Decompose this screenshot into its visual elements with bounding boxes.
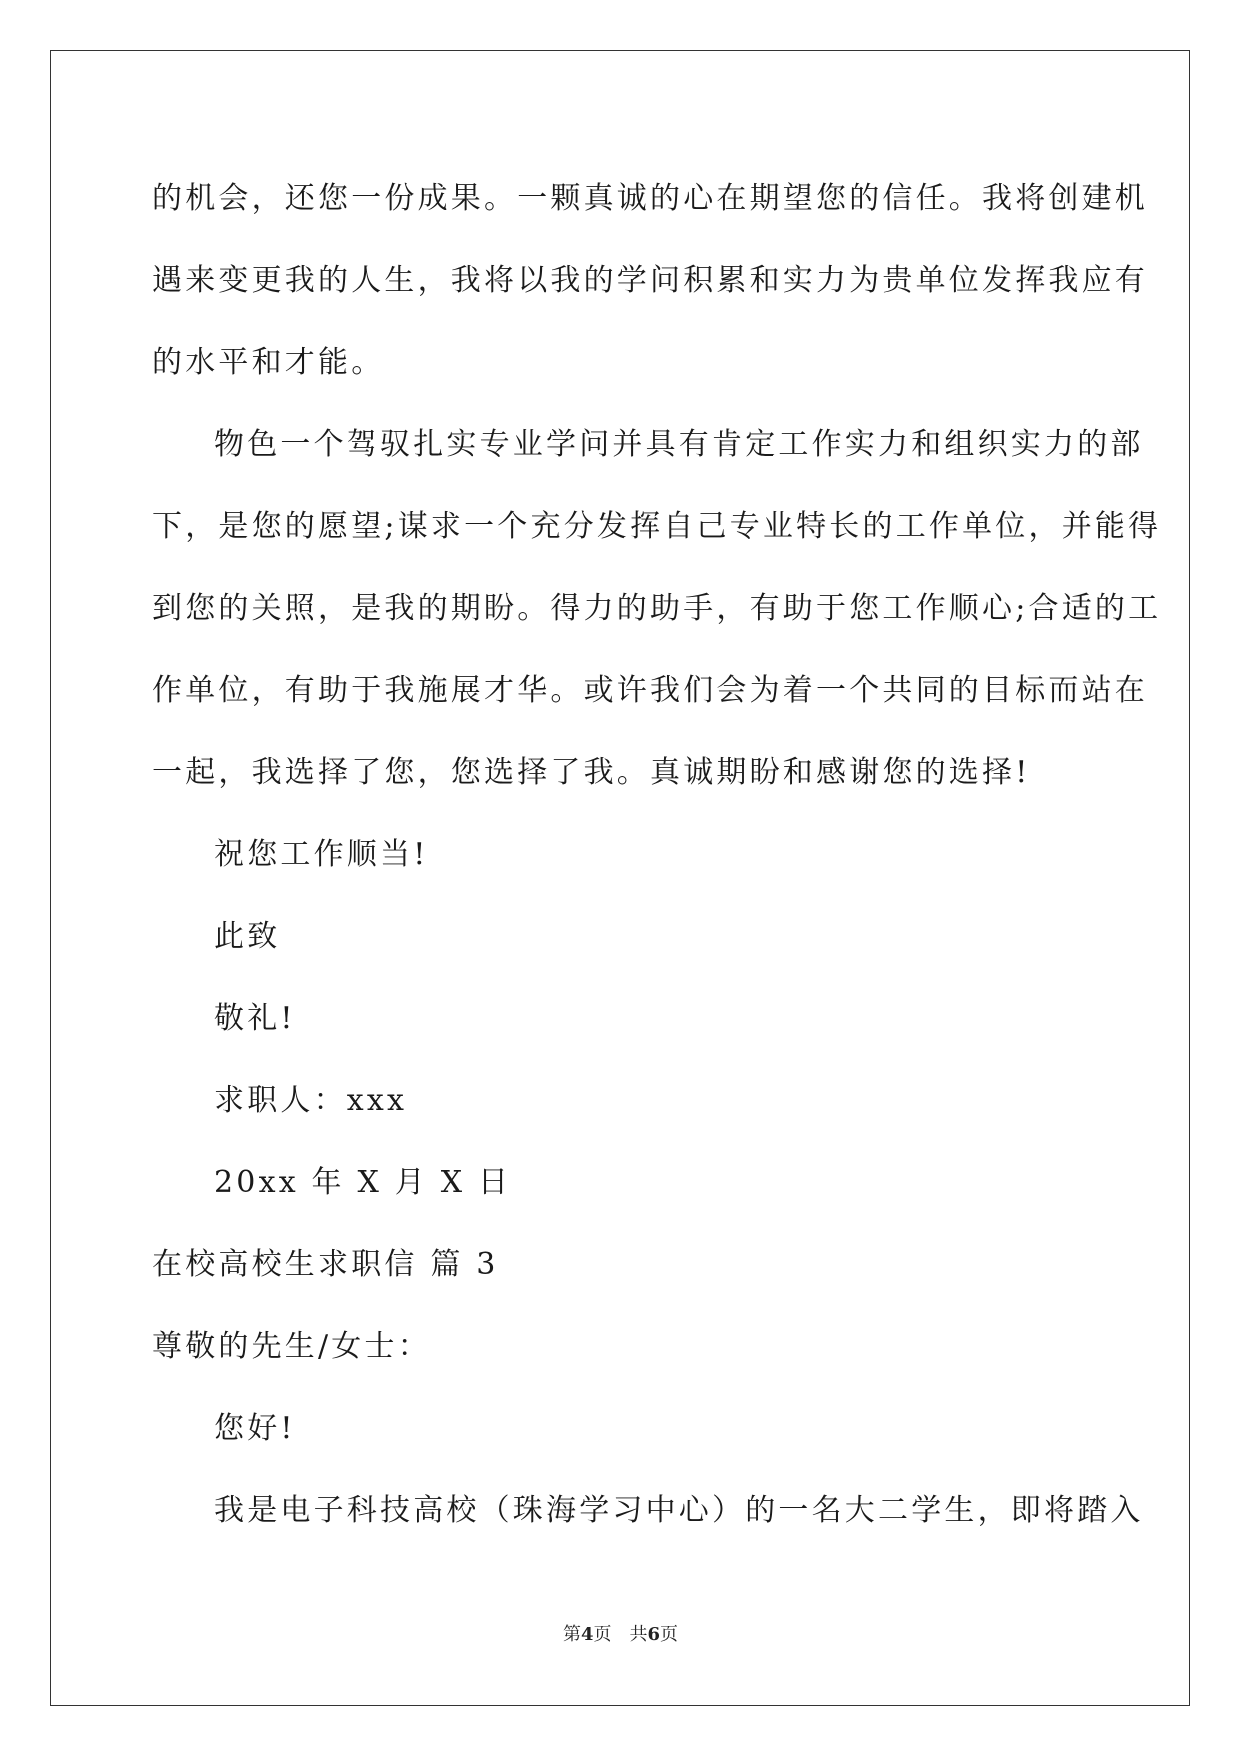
text-line: 作单位，有助于我施展才华。或许我们会为着一个共同的目标而站在 [152,673,1148,708]
letter-greeting: 尊敬的先生/女士： [152,1329,431,1364]
text-line: 的水平和才能。 [152,345,385,380]
page-footer [0,1620,1241,1646]
salutation-closing: 此致 [214,919,281,954]
text-line: 下，是您的愿望;谋求一个充分发挥自己专业特长的工作单位，并能得 [152,509,1162,544]
salutation-regards: 敬礼! [214,1001,296,1036]
text-line: 的机会，还您一份成果。一颗真诚的心在期望您的信任。我将创建机 [152,181,1148,216]
text-line: 一起，我选择了您，您选择了我。真诚期盼和感谢您的选择! [152,755,1031,790]
letter-date: 20xx 年 X 月 X 日 [214,1165,512,1200]
document-body [152,158,1162,1552]
greeting-hello: 您好! [214,1411,296,1446]
total-page-number: 6 [647,1624,661,1645]
text-line: 物色一个驾驭扎实专业学问并具有肯定工作实力和组织实力的部 [214,427,1144,462]
footer-prefix: 第 [562,1624,581,1645]
applicant-signature: 求职人：xxx [214,1083,408,1118]
footer-middle: 页 共 [593,1624,648,1645]
footer-suffix: 页 [660,1624,679,1645]
section-heading: 在校高校生求职信 篇 3 [152,1247,499,1282]
text-line: 到您的关照，是我的期盼。得力的助手，有助于您工作顺心;合适的工 [152,591,1162,626]
text-line: 遇来变更我的人生，我将以我的学问积累和实力为贵单位发挥我应有 [152,263,1148,298]
closing-wish: 祝您工作顺当! [214,837,429,872]
current-page-number: 4 [580,1624,594,1645]
text-line: 我是电子科技高校（珠海学习中心）的一名大二学生，即将踏入 [214,1493,1144,1528]
